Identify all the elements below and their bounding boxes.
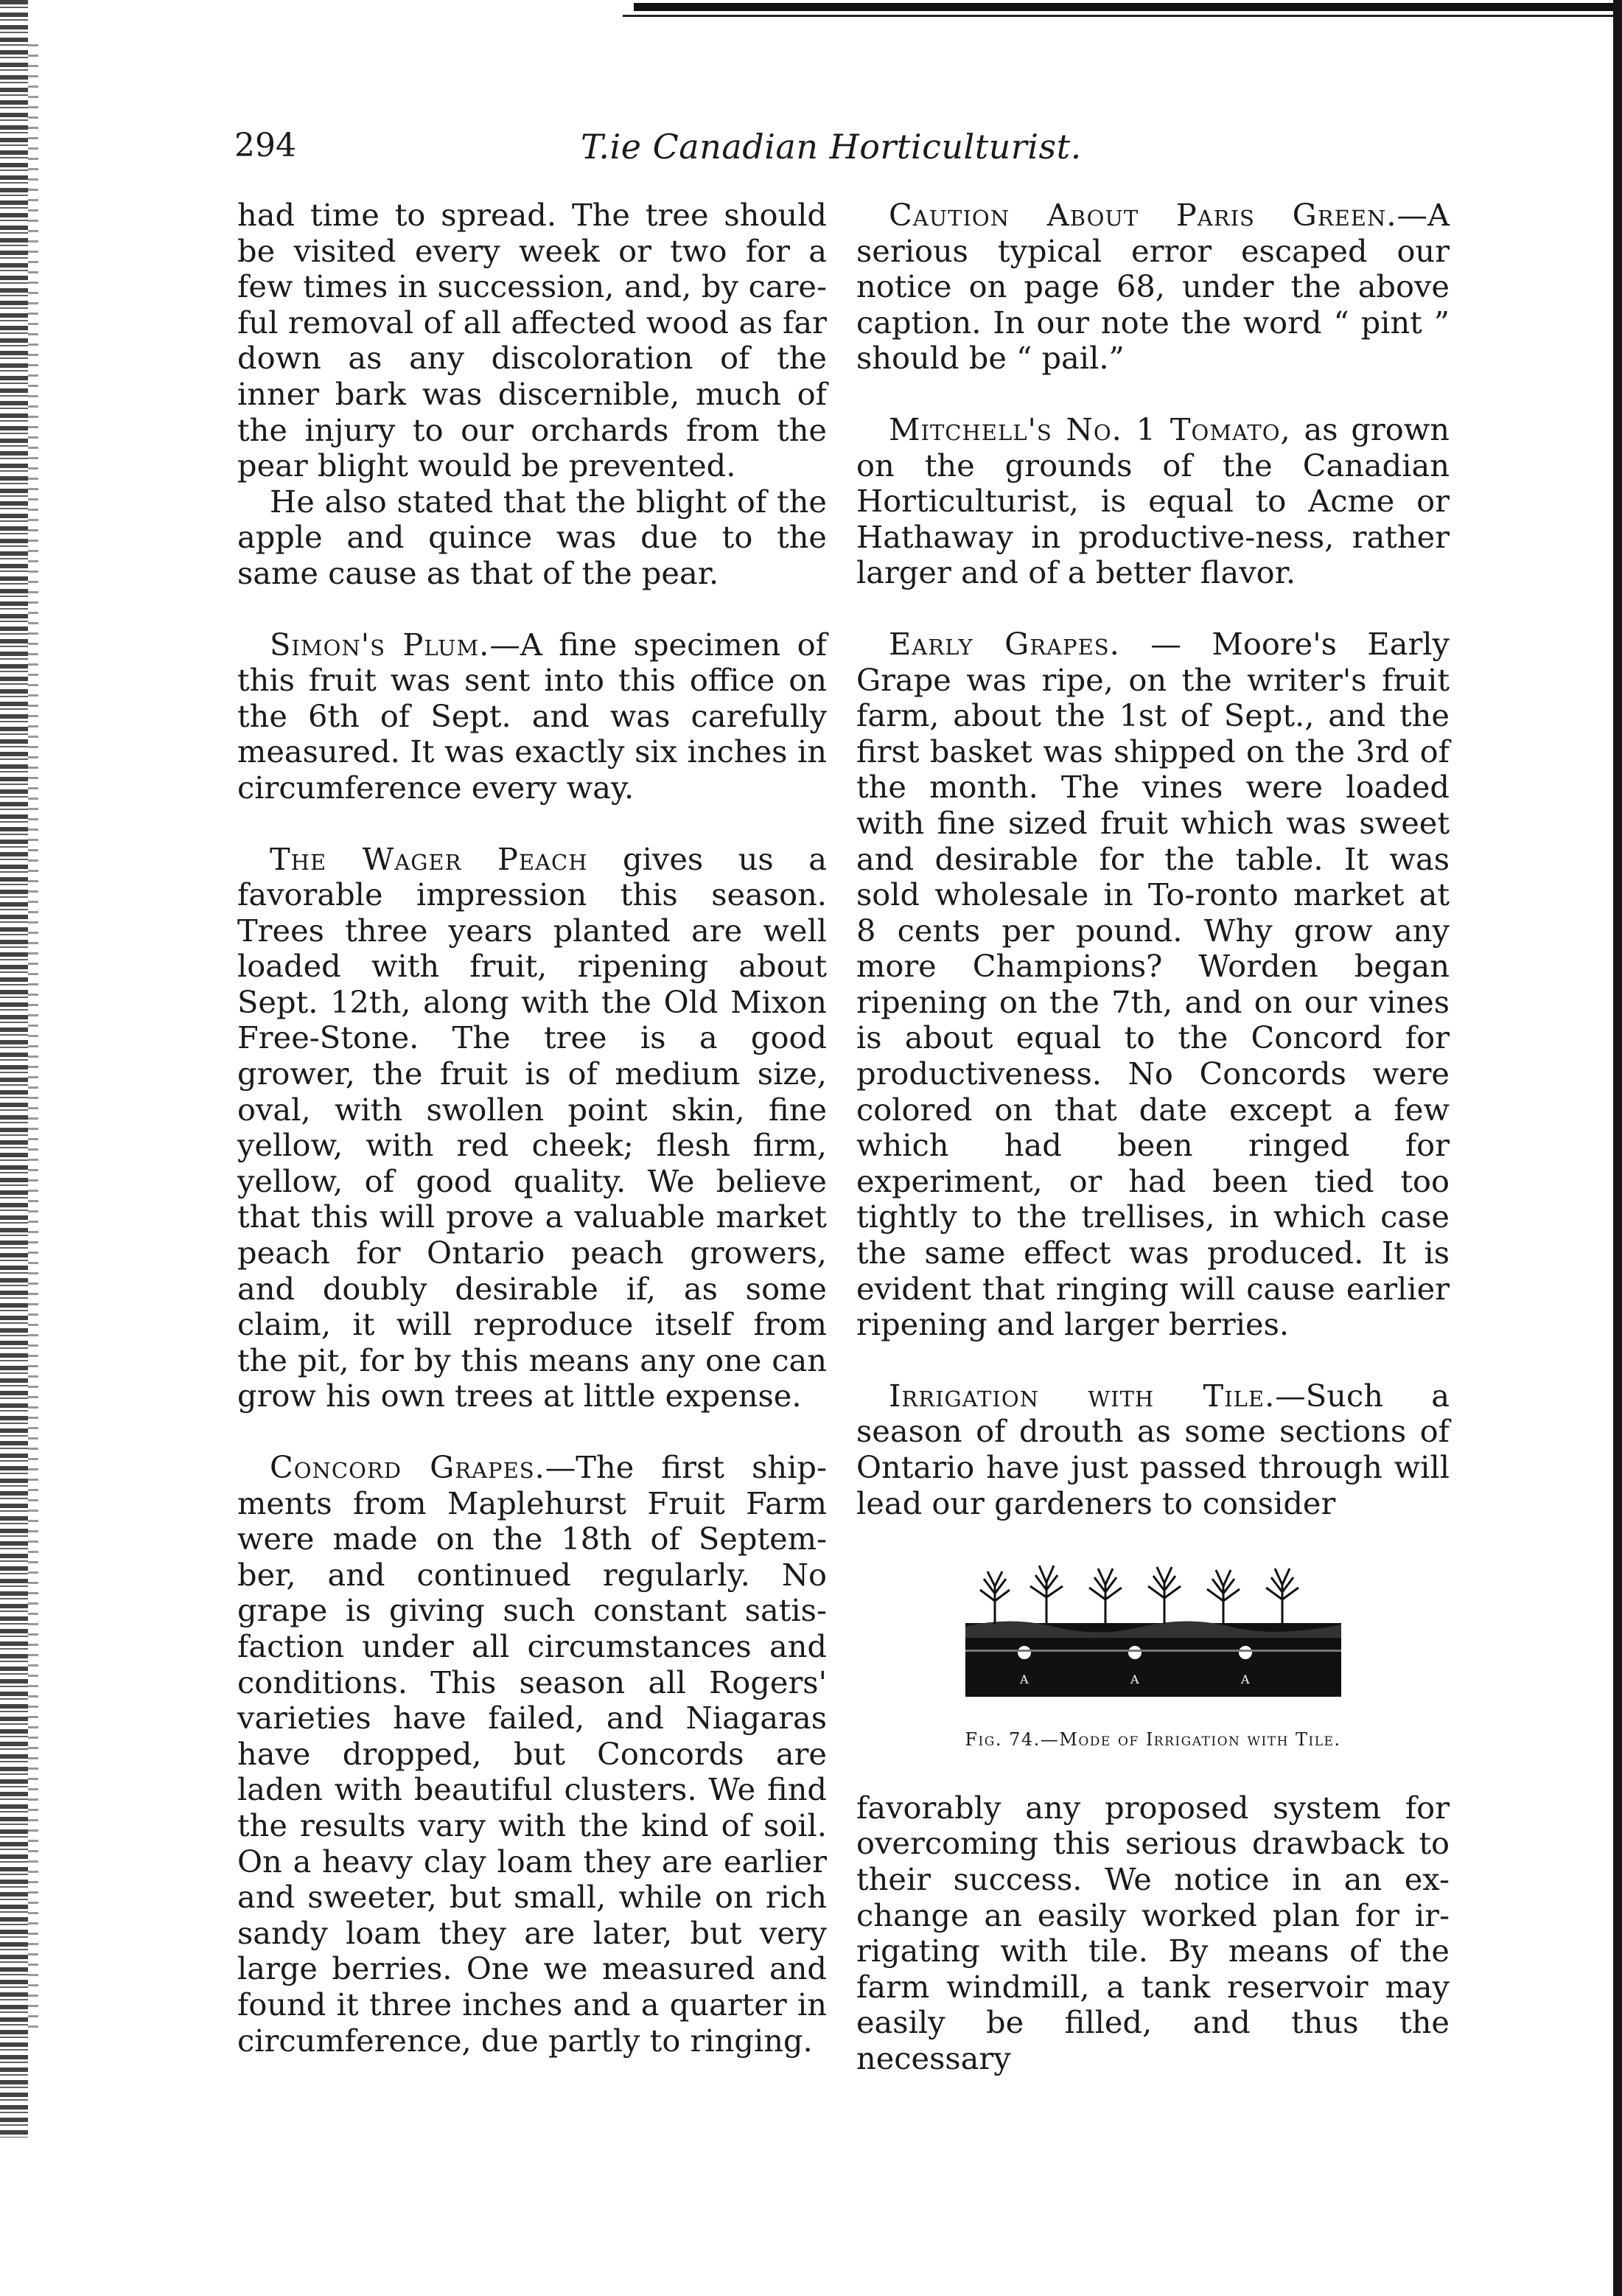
paragraph-simons-plum: Simon's Plum.—A fine specimen of this fruit was sent into this office on the 6th of Sept. and was carefully measured. It was exactly six inches in circumference every way. — [237, 626, 827, 806]
right-column — [856, 198, 1450, 2077]
top-rule — [634, 3, 1621, 11]
page-edge — [1613, 0, 1622, 2296]
tile-marker: A — [1019, 1672, 1029, 1687]
section-heading: Mitchell's No. 1 Tomato, — [889, 411, 1291, 447]
left-column — [237, 198, 827, 2059]
section-heading: Caution About Paris Green. — [889, 197, 1397, 233]
binding-edge-inner — [28, 44, 38, 2034]
section-heading: Irrigation with Tile. — [889, 1377, 1276, 1414]
paragraph-paris-green: Caution About Paris Green.—A serious typical error escaped our notice on page 68, under the above caption. In our note the word “ pint ” should be “ pail.” — [856, 197, 1450, 377]
paragraph-concord-grapes: Concord Grapes.—The first ship-ments from Maplehurst Fruit Farm were made on the 18th of Septem-ber, and continued regularly. No grape is giving such constant satis-faction under all circumstances and conditions. This season all Rogers' varieties have failed, and Niagaras have dropped, but Concords are laden with beautiful clusters. We find the results vary with the kind of soil. On a heavy clay loam they are earlier and sweeter, but small, while on rich sandy loam they are later, but very large berries. One we measured and found it three inches and a quarter in circumference, due partly to ringing. — [237, 1449, 827, 2059]
figure-caption: Fig. 74.—Mode of Irrigation with Tile. — [965, 1729, 1341, 1751]
paragraph-apple-quince: He also stated that the blight of the apple and quince was due to the same cause as that of the pear. — [237, 483, 827, 591]
page-number: 294 — [234, 127, 296, 164]
tile-marker: A — [1240, 1672, 1250, 1687]
paragraph-pear-blight: had time to spread. The tree should be visited every week or two for a few times in succession, and, by care-ful removal of all affected wood as far down as any discoloration of the inner bark was discernible, much of the injury to our orchards from the pear blight would be prevented. — [237, 197, 827, 484]
section-heading: Early Grapes. — [889, 625, 1120, 662]
paragraph-mitchells-tomato: Mitchell's No. 1 Tomato, as grown on the grounds of the Canadian Horticulturist, is equal to Acme or Hathaway in productive-ness, rather larger and of a better flavor. — [856, 411, 1450, 591]
paragraph-irrigation-tile: Irrigation with Tile.—Such a season of drouth as some sections of Ontario have just passed through will lead our gardeners to consider — [856, 1377, 1450, 1521]
top-rule-thin — [623, 15, 1618, 17]
section-heading: Concord Grapes. — [270, 1449, 545, 1485]
running-title: T.ie Canadian Horticulturist. — [581, 127, 1082, 167]
section-heading: The Wager Peach — [270, 840, 588, 877]
irrigation-illustration — [965, 1557, 1341, 1697]
section-heading: Simon's Plum. — [270, 626, 490, 663]
tile-marker: A — [1130, 1672, 1139, 1687]
paragraph-early-grapes: Early Grapes. — Moore's Early Grape was ripe, on the writer's fruit farm, about the 1st of Sept., and the first basket was shipped on the 3rd of the month. The vines were loaded with fine sized fruit which was sweet and desirable for the table. It was sold wholesale in To-ronto market at 8 cents per pound. Why grow any more Champions? Worden began ripening on the 7th, and on our vines is about equal to the Concord for productiveness. No Concords were colored on that date except a few which had been ringed for experiment, or had been tied too tightly to the trellises, in which case the same effect was produced. It is evident that ringing will cause earlier ripening and larger berries. — [856, 625, 1450, 1343]
binding-edge — [0, 0, 28, 2138]
page-header — [234, 127, 1465, 178]
paragraph-wager-peach: The Wager Peach gives us a favorable impression this season. Trees three years planted are well loaded with fruit, ripening about Sept. 12th, along with the Old Mixon Free-Stone. The tree is a good grower, the fruit is of medium size, oval, with swollen point skin, fine yellow, with red cheek; flesh firm, yellow, of good quality. We believe that this will prove a valuable market peach for Ontario peach growers, and doubly desirable if, as some claim, it will reproduce itself from the pit, for by this means any one can grow his own trees at little expense. — [237, 840, 828, 1414]
paragraph-irrigation-continued: favorably any proposed system for overcoming this serious drawback to their success. We notice in an ex-change an easily worked plan for ir-rigating with tile. By means of the farm windmill, a tank reservoir may easily be filled, and thus the necessary — [856, 1789, 1450, 2076]
figure-irrigation — [856, 1557, 1450, 1758]
